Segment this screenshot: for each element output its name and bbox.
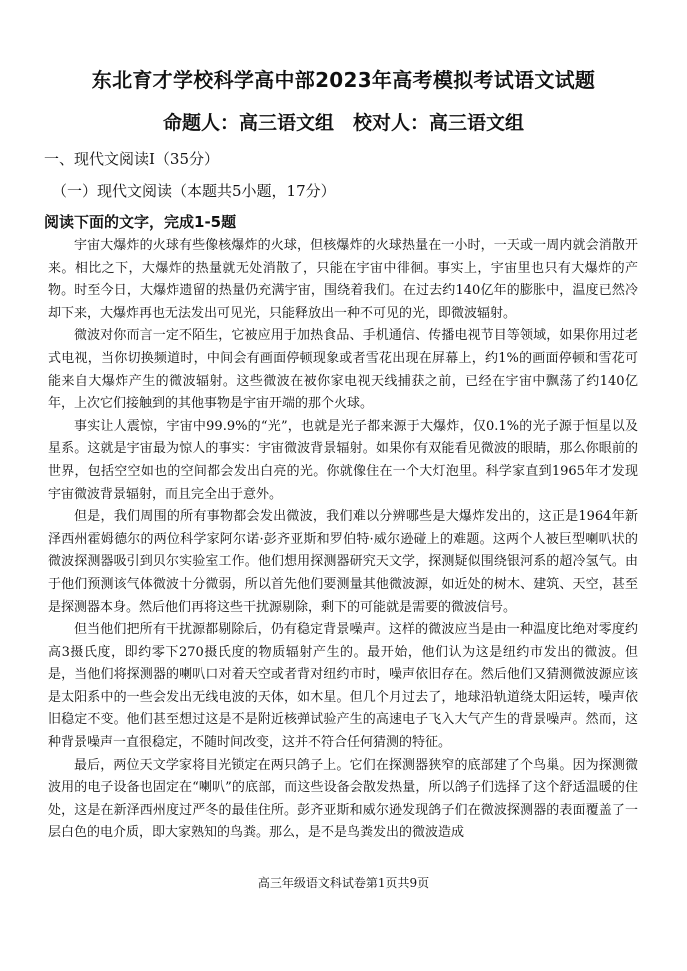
section-heading: 一、现代文阅读Ⅰ（35分） (44, 150, 220, 168)
paragraph: 微波对你而言一定不陌生，它被应用于加热食品、手机通信、传播电视节目等领域，如果你用过老式电视，当你切换频道时，中间会有画面停顿现象或者雪花出现在屏幕上，约1%的画面停顿和雪花可能来自大爆炸产生的微波辐射。这些微波在被你家电视天线捕获之前，已经在宇宙中飘荡了约140亿年，上次它们接触到的其他事物是宇宙开端的那个火球。 (48, 328, 638, 412)
paragraph: 宇宙大爆炸的火球有些像核爆炸的火球，但核爆炸的火球热量在一小时，一天或一周内就会消散开来。相比之下，大爆炸的热量就无处消散了，只能在宇宙中徘徊。事实上，宇宙里也只有大爆炸的产物。时至今日，大爆炸遗留的热量仍充满宇宙，围绕着我们。在过去约140亿年的膨胀中，温度已然冷却下来，大爆炸再也无法发出可见光，只能释放出一种不可见的光，即微波辐射。 (48, 238, 638, 321)
exam-title: 东北育才学校科学高中部2023年高考模拟考试语文试题 (91, 68, 596, 92)
reading-instruction: 阅读下面的文字，完成1-5题 (44, 213, 237, 231)
paragraph: 最后，两位天文学家将目光锁定在两只鸽子上。它们在探测器狭窄的底部建了个鸟巢。因为探测微波用的电子设备也固定在“喇叭”的底部，而这些设备会散发热量，所以鸽子们选择了这个舒适温暖的住处，这是在新泽西州度过严冬的最佳住所。彭齐亚斯和威尔逊发现鸽子们在微波探测器的表面覆盖了一层白色的电介质，即大家熟知的鸟粪。那么，是不是鸟粪发出的微波造成 (48, 757, 638, 841)
paragraph: 但当他们把所有干扰源都剔除后，仍有稳定背景噪声。这样的微波应当是由一种温度比绝对零度约高3摄氏度，即约零下270摄氏度的物质辐射产生的。最开始，他们认为这是纽约市发出的微波。但是，当他们将探测器的喇叭口对着天空或者背对纽约市时，噪声依旧存在。然后他们又猜测微波源应该是太阳系中的一些会发出无线电波的天体，如木星。但几个月过去了，地球沿轨道绕太阳运转，噪声依旧稳定不变。他们甚至想过这是不是附近核弹试验产生的高速电子飞入大气产生的背景噪声。然而，这种背景噪声一直很稳定，不随时间改变，这并不符合任何猜测的特征。 (48, 622, 638, 751)
exam-subtitle: 命题人：高三语文组 校对人：高三语文组 (162, 112, 524, 134)
reading-passage (48, 235, 638, 845)
subsection-heading: （一）现代文阅读（本题共5小题，17分） (52, 182, 336, 200)
page-footer: 高三年级语文科试卷第1页共9页 (257, 876, 430, 890)
paragraph: 但是，我们周围的所有事物都会发出微波，我们难以分辨哪些是大爆炸发出的，这正是1964年新泽西州霍姆德尔的两位科学家阿尔诺·彭齐亚斯和罗伯特·威尔逊碰上的难题。这两个人被巨型喇叭状的微波探测器吸引到贝尔实验室工作。他们想用探测器研究天文学，探测疑似围绕银河系的超冷氢气。由于他们预测该气体微波十分微弱，所以首先他们要测量其他微波源，如近处的树木、建筑、天空，甚至是探测器本身。然后他们再将这些干扰源剔除，剩下的可能就是需要的微波信号。 (48, 509, 638, 615)
paragraph: 事实让人震惊，宇宙中99.9%的“光”，也就是光子都来源于大爆炸，仅0.1%的光子源于恒星以及星系。这就是宇宙最为惊人的事实：宇宙微波背景辐射。如果你有双能看见微波的眼睛，那么你眼前的世界，包括空空如也的空间都会发出白亮的光。你就像住在一个大灯泡里。科学家直到1965年才发现宇宙微波背景辐射，而且完全出于意外。 (48, 418, 638, 502)
